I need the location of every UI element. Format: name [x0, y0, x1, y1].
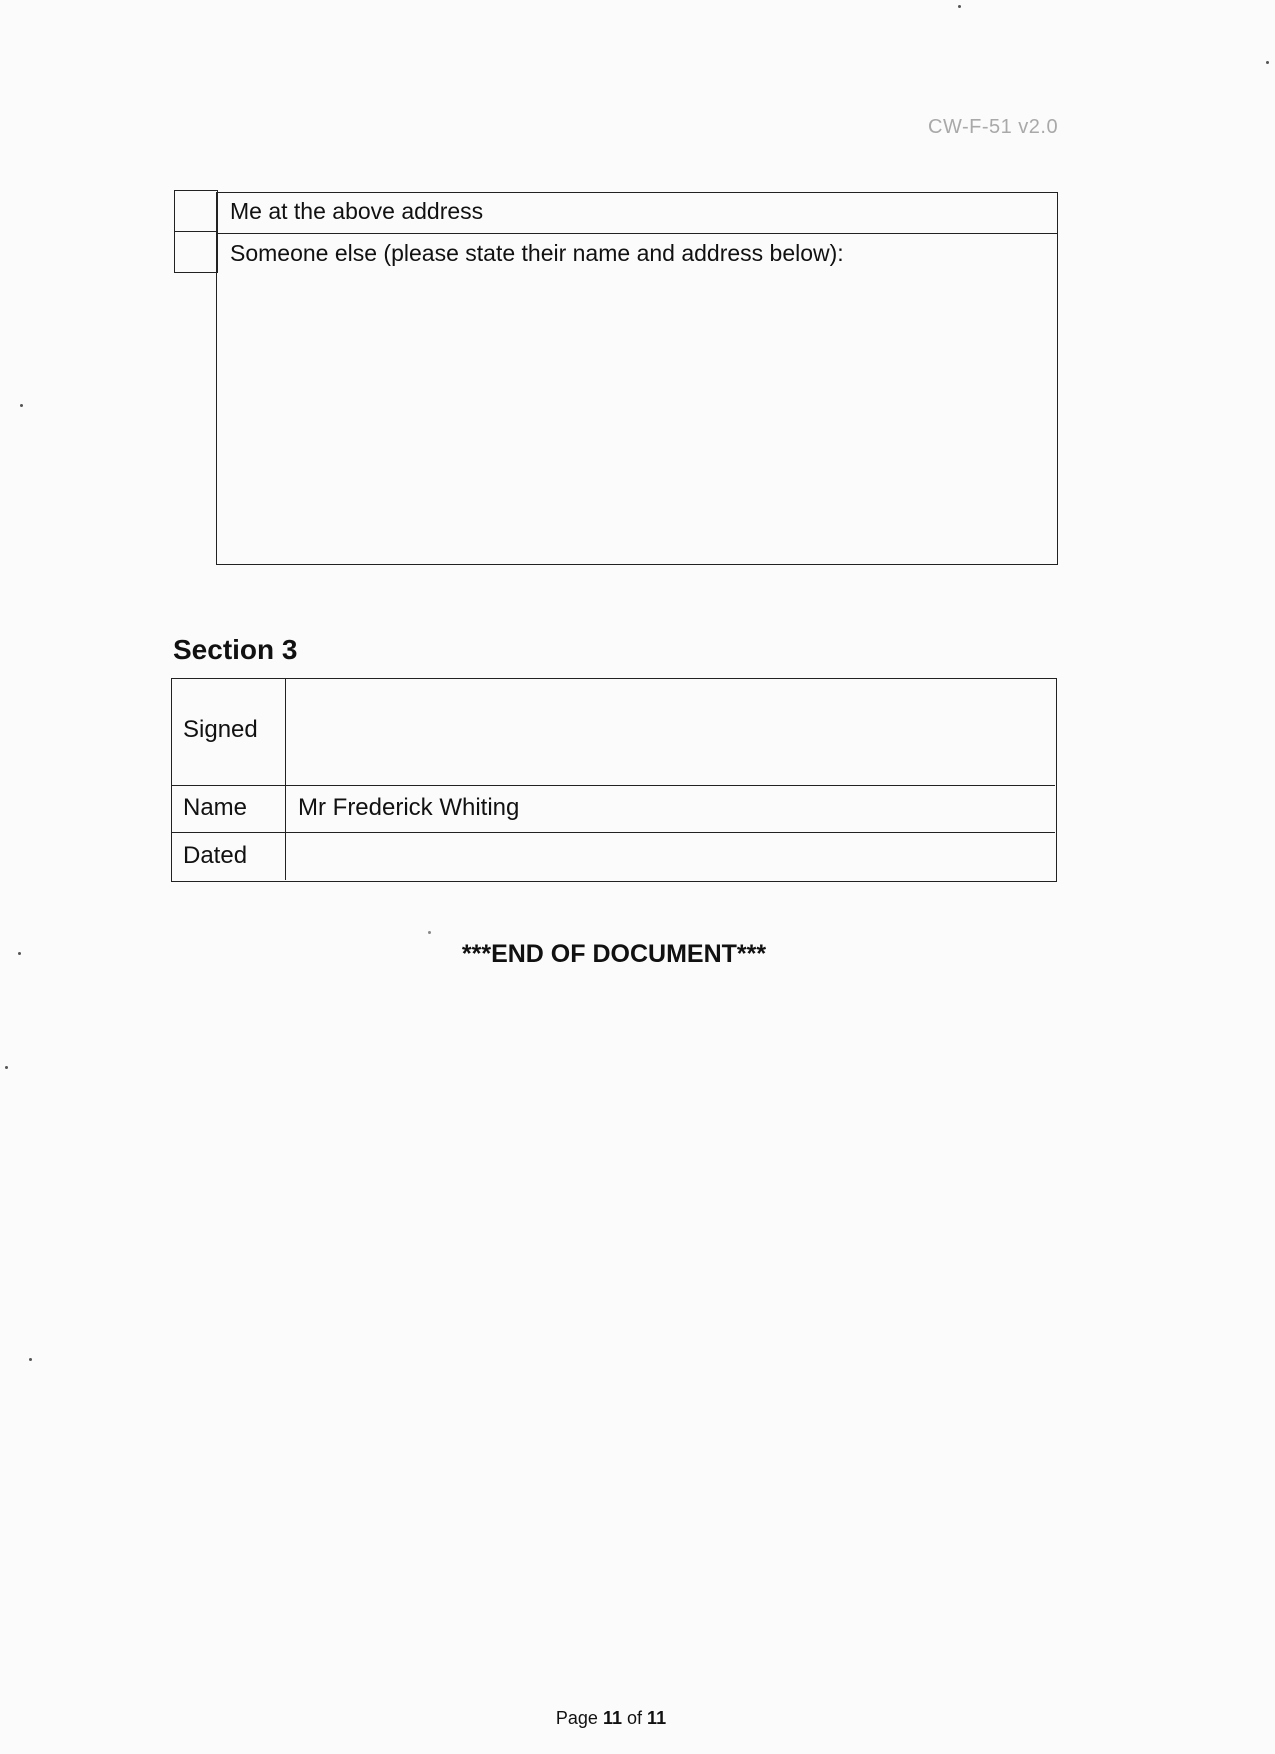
option-me-checkbox[interactable]: [174, 190, 218, 232]
options-row-divider: [216, 233, 1058, 234]
scan-speck: [5, 1066, 8, 1069]
scan-speck: [29, 1358, 32, 1361]
page-prefix: Page: [555, 1708, 598, 1728]
signed-label: Signed: [183, 716, 258, 743]
dated-label: Dated: [183, 842, 248, 869]
name-label: Name: [183, 794, 248, 821]
dated-field[interactable]: [297, 839, 1047, 875]
option-someone-else-label: Someone else (please state their name and address below):: [230, 240, 844, 266]
scan-speck: [958, 5, 961, 8]
option-someone-else-checkbox[interactable]: [174, 231, 218, 273]
page-of: of: [627, 1708, 643, 1728]
name-value[interactable]: Mr Frederick Whiting: [298, 794, 520, 821]
scan-speck: [20, 404, 23, 407]
signature-table-row-divider: [172, 785, 1055, 786]
page-total: 11: [647, 1708, 667, 1728]
signature-table-row-divider: [172, 832, 1055, 833]
scan-speck: [18, 952, 21, 955]
scan-speck: [1266, 61, 1269, 64]
other-name-address-field[interactable]: [230, 280, 1042, 555]
document-reference: CW-F-51 v2.0: [928, 116, 1059, 138]
signed-field[interactable]: [297, 685, 1047, 781]
signature-table: [171, 678, 1057, 882]
scan-speck: [428, 931, 431, 934]
page-current: 11: [602, 1708, 622, 1728]
option-me-label: Me at the above address: [230, 198, 484, 224]
end-of-document: ***END OF DOCUMENT***: [461, 940, 767, 968]
section-3-heading: Section 3: [173, 634, 298, 665]
page-number: [0, 1708, 1222, 1729]
signature-table-column-divider: [285, 679, 286, 880]
